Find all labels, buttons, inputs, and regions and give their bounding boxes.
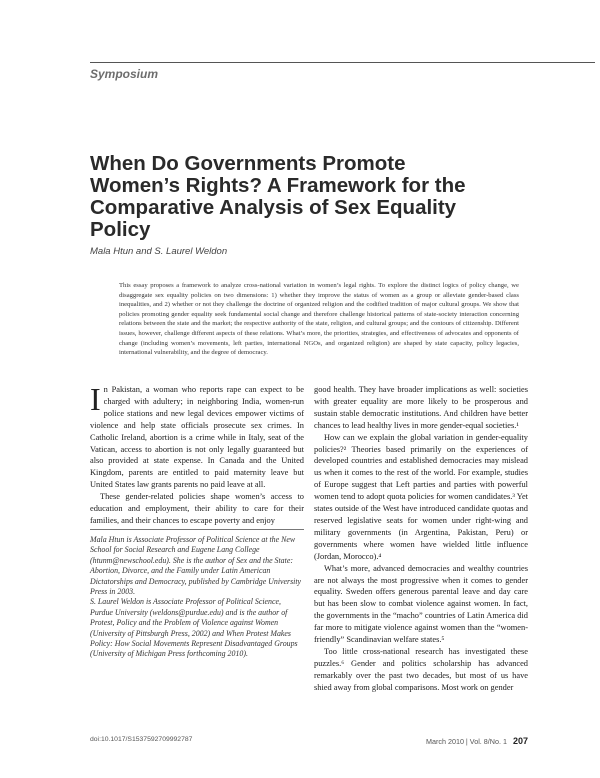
issue-info: March 2010 | Vol. 8/No. 1 [425,737,507,746]
body-paragraph: Too little cross-national research has investigated these puzzles.⁶ Gender and politics scholarship has advanced remarkably over the past two decades, but most of us have shied away from global comparisons. Most work on gender [314,646,528,692]
body-column-left [90,381,304,527]
body-paragraph: These gender-related policies shape women’s access to education and employment, their ability to care for their families, and their chances to escape poverty and enjoy [90,492,304,525]
abstract: This essay proposes a framework to analyze cross-national variation in women’s legal rights. To explore the distinct logics of policy change, we disaggregate sex equality policies on two dimensions: 1) whether they improve the status of women as a group or alleviate gender-based class inequalities, and 2) whether or not they challenge the doctrine of organized religion and the codified tradition of major cultural groups. We show that policies promoting gender equality seek fundamental social change and therefore challenge historical patterns of state-society interaction concerning relations between the state and the market; the respective authority of the state, religion, and cultural groups; and the contours of citizenship. Different issues, however, challenge different aspects of these relations. What’s more, the priorities, strategies, and effectiveness of advocates and opponents of change (including women’s movements, left parties, international NGOs, and organized religion) are shaped by state capacity, policy legacies, international vulnerability, and the degree of democracy. [119,282,519,357]
author-bio: S. Laurel Weldon is Associate Professor of Political Science, Purdue University (weldons@purdue.edu) and is the author of Protest, Policy and the Problem of Violence against Women (University of Pittsburgh Press, 2002) and When Protest Makes Policy: How Social Movements Represent Disadvantaged Groups (University of Michigan Press forthcoming 2010). [90,597,298,659]
issue-footer [426,736,528,746]
bio-divider [90,529,304,530]
article-title: When Do Governments Promote Women’s Rights? A Framework for the Comparative Analysis of Sex Equality Policy [90,152,466,241]
header-rule [90,62,595,63]
article-authors: Mala Htun and S. Laurel Weldon [90,246,228,257]
drop-cap: I [90,381,101,417]
body-paragraph: How can we explain the global variation in gender-equality policies?² Theories based primarily on the experiences of developed countries and established democracies may mislead us when it comes to the rest of the world. For example, studies of Europe suggest that Left parties and parties with powerful women tend to adopt quota policies for women candidates.³ Yet states outside of the West have introduced candidate quotas and reserved legislative seats for women under right-wing and military governments (in Argentina, Pakistan, Peru) or governments where women have wielded little influence (Jordan, Morocco).⁴ [314,432,528,561]
body-paragraph: good health. They have broader implications as well: societies with greater equality are more likely to be prosperous and sustain stable democratic institutions. And children have better chances to lead healthy lives in more gender-equal societies.¹ [314,385,528,430]
author-bios [90,535,304,660]
body-paragraph: In Pakistan, a woman who reports rape can expect to be charged with adultery; in neighboring India, women-run police stations and new legal devices empower victims of violence and help state officials prosecute sex crimes. In Catholic Ireland, abortion is a crime while in Italy, seat of the Vatican, access to abortion is not only legally guaranteed but also provided at state expense. In Canada and the United Kingdom, parents are entitled to paid maternity leave but United States law grants parents no paid leave at all. [90,381,304,490]
doi-footer: doi:10.1017/S1537592709992787 [90,736,193,743]
author-bio: Mala Htun is Associate Professor of Political Science at the New School for Social Research and Eugene Lang College (htunm@newschool.edu). She is the author of Sex and the State: Abortion, Divorce, and the Family under Latin American Dictatorships and Democracy, published by Cambridge University Press in 2003. [90,535,302,597]
section-label: Symposium [90,67,159,81]
page-number: 207 [512,736,528,746]
body-column-right [314,384,528,694]
body-paragraph: What’s more, advanced democracies and wealthy countries are not always the most progressive when it comes to gender equality. Sweden offers generous parental leave and day care but has been slow to combat violence against women. In fact, the governments in the “macho” countries of Latin America did far more to mitigate violence against women than the “women-friendly” Scandinavian welfare states.⁵ [314,563,528,645]
